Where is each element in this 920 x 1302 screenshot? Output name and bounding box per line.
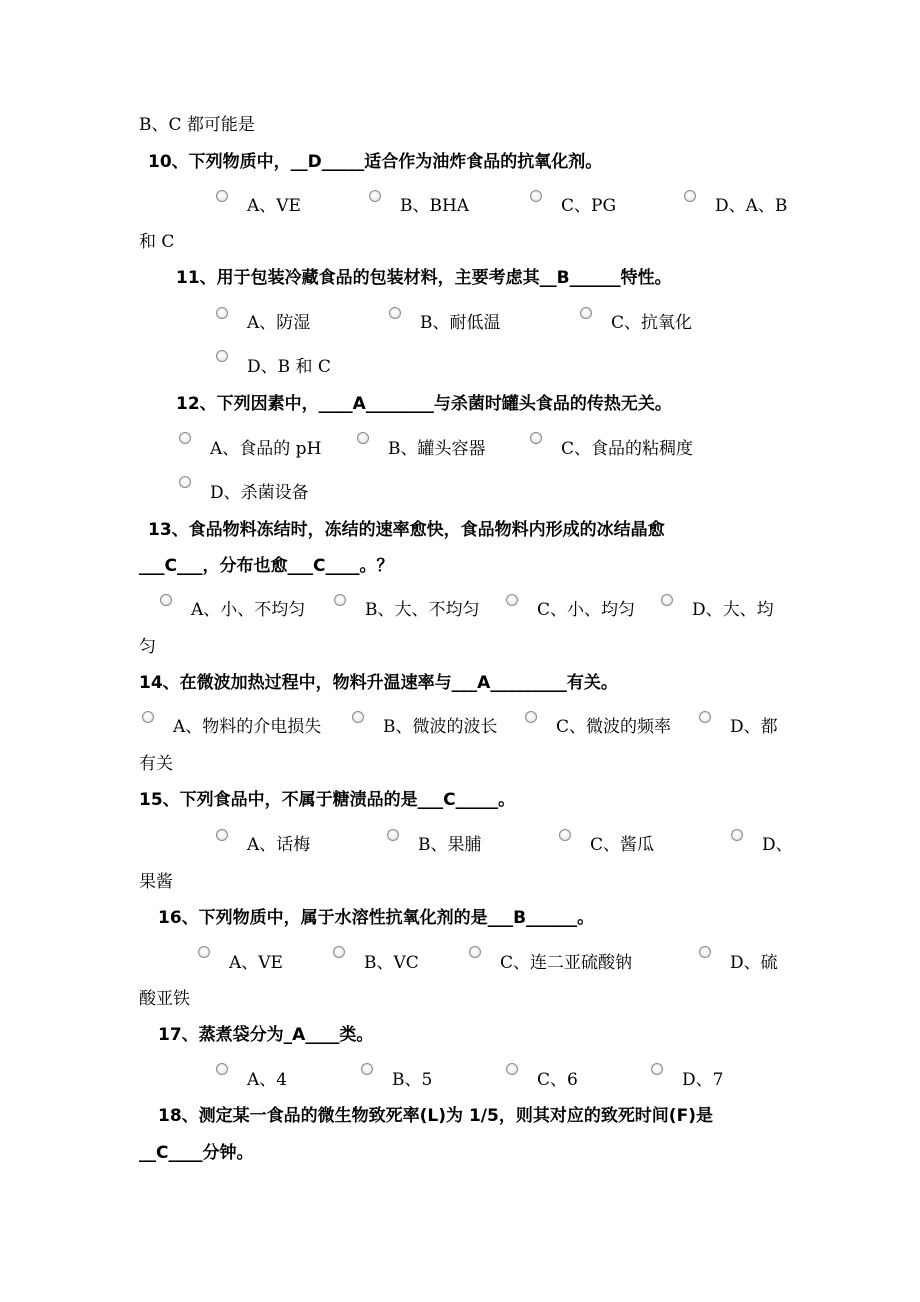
option-q14-a: A、物料的介电损失 bbox=[173, 717, 322, 737]
radio-q16-c[interactable] bbox=[469, 946, 481, 958]
radio-q15-a[interactable] bbox=[216, 829, 228, 841]
question-17: 17、蒸煮袋分为_A____类。 bbox=[158, 1025, 374, 1045]
option-q10-d: D、A、B bbox=[715, 196, 788, 216]
option-q15-d: D、 bbox=[762, 835, 793, 855]
radio-q11-b[interactable] bbox=[389, 307, 401, 319]
radio-q15-c[interactable] bbox=[559, 829, 571, 841]
option-q11-b: B、耐低温 bbox=[420, 313, 501, 333]
option-q17-c: C、6 bbox=[537, 1070, 578, 1090]
option-q14-c: C、微波的频率 bbox=[556, 717, 672, 737]
answer-continuation: B、C 都可能是 bbox=[139, 115, 255, 135]
radio-q14-c[interactable] bbox=[525, 711, 537, 723]
option-q10-d-cont: 和 C bbox=[139, 232, 175, 252]
option-q12-d: D、杀菌设备 bbox=[210, 483, 309, 503]
option-q15-d-cont: 果酱 bbox=[139, 872, 173, 892]
question-12: 12、下列因素中，____A________与杀菌时罐头食品的传热无关。 bbox=[176, 394, 672, 414]
option-q16-a: A、VE bbox=[229, 953, 283, 973]
option-q11-a: A、防湿 bbox=[247, 313, 311, 333]
radio-q12-d[interactable] bbox=[179, 476, 191, 488]
option-q11-c: C、抗氧化 bbox=[611, 313, 693, 333]
radio-q13-a[interactable] bbox=[160, 594, 172, 606]
radio-q17-b[interactable] bbox=[361, 1063, 373, 1075]
option-q17-b: B、5 bbox=[392, 1070, 433, 1090]
radio-q15-d[interactable] bbox=[731, 829, 743, 841]
option-q11-d: D、B 和 C bbox=[247, 357, 331, 377]
question-18-cont: __C____分钟。 bbox=[139, 1143, 254, 1163]
radio-q10-d[interactable] bbox=[684, 190, 696, 202]
question-10: 10、下列物质中，__D_____适合作为油炸食品的抗氧化剂。 bbox=[148, 152, 603, 172]
option-q12-c: C、食品的粘稠度 bbox=[561, 439, 694, 459]
option-q13-d: D、大、均 bbox=[692, 600, 774, 620]
option-q14-d-cont: 有关 bbox=[139, 754, 173, 774]
option-q15-a: A、话梅 bbox=[247, 835, 311, 855]
radio-q17-d[interactable] bbox=[651, 1063, 663, 1075]
radio-q11-a[interactable] bbox=[216, 307, 228, 319]
option-q17-a: A、4 bbox=[247, 1070, 288, 1090]
radio-q11-d[interactable] bbox=[216, 350, 228, 362]
radio-q15-b[interactable] bbox=[387, 829, 399, 841]
option-q14-b: B、微波的波长 bbox=[383, 717, 498, 737]
radio-q13-d[interactable] bbox=[661, 594, 673, 606]
option-q15-c: C、酱瓜 bbox=[590, 835, 655, 855]
radio-q10-a[interactable] bbox=[216, 190, 228, 202]
option-q10-b: B、BHA bbox=[400, 196, 470, 216]
radio-q11-c[interactable] bbox=[580, 307, 592, 319]
option-q15-b: B、果脯 bbox=[418, 835, 482, 855]
radio-q10-b[interactable] bbox=[369, 190, 381, 202]
option-q13-d-cont: 匀 bbox=[139, 637, 156, 657]
radio-q16-d[interactable] bbox=[699, 946, 711, 958]
radio-q13-b[interactable] bbox=[334, 594, 346, 606]
option-q16-b: B、VC bbox=[364, 953, 419, 973]
radio-q14-b[interactable] bbox=[352, 711, 364, 723]
radio-q10-c[interactable] bbox=[530, 190, 542, 202]
option-q13-c: C、小、均匀 bbox=[537, 600, 636, 620]
question-14: 14、在微波加热过程中，物料升温速率与___A_________有关。 bbox=[139, 673, 618, 693]
question-16: 16、下列物质中，属于水溶性抗氧化剂的是___B______。 bbox=[158, 908, 595, 928]
radio-q14-a[interactable] bbox=[142, 711, 154, 723]
option-q16-d-cont: 酸亚铁 bbox=[139, 989, 190, 1009]
option-q16-c: C、连二亚硫酸钠 bbox=[500, 953, 633, 973]
radio-q16-b[interactable] bbox=[333, 946, 345, 958]
option-q10-c: C、PG bbox=[561, 196, 617, 216]
question-18: 18、测定某一食品的微生物致死率(L)为 1/5，则其对应的致死时间(F)是 bbox=[158, 1106, 713, 1126]
radio-q17-a[interactable] bbox=[216, 1063, 228, 1075]
question-13: 13、食品物料冻结时，冻结的速率愈快，食品物料内形成的冰结晶愈 bbox=[148, 520, 665, 540]
radio-q17-c[interactable] bbox=[506, 1063, 518, 1075]
option-q12-b: B、罐头容器 bbox=[388, 439, 486, 459]
radio-q12-c[interactable] bbox=[530, 432, 542, 444]
radio-q12-a[interactable] bbox=[179, 432, 191, 444]
option-q16-d: D、硫 bbox=[730, 953, 778, 973]
option-q13-a: A、小、不均匀 bbox=[191, 600, 306, 620]
question-15: 15、下列食品中，不属于糖渍品的是___C_____。 bbox=[139, 790, 516, 810]
radio-q16-a[interactable] bbox=[198, 946, 210, 958]
radio-q12-b[interactable] bbox=[357, 432, 369, 444]
radio-q14-d[interactable] bbox=[699, 711, 711, 723]
option-q13-b: B、大、不均匀 bbox=[365, 600, 480, 620]
option-q10-a: A、VE bbox=[247, 196, 301, 216]
option-q12-a: A、食品的 pH bbox=[210, 439, 322, 459]
question-13-cont: ___C___，分布也愈___C____。？ bbox=[139, 556, 394, 576]
radio-q13-c[interactable] bbox=[506, 594, 518, 606]
question-11: 11、用于包装冷藏食品的包装材料，主要考虑其__B______特性。 bbox=[176, 268, 672, 288]
option-q14-d: D、都 bbox=[730, 717, 778, 737]
option-q17-d: D、7 bbox=[682, 1070, 724, 1090]
